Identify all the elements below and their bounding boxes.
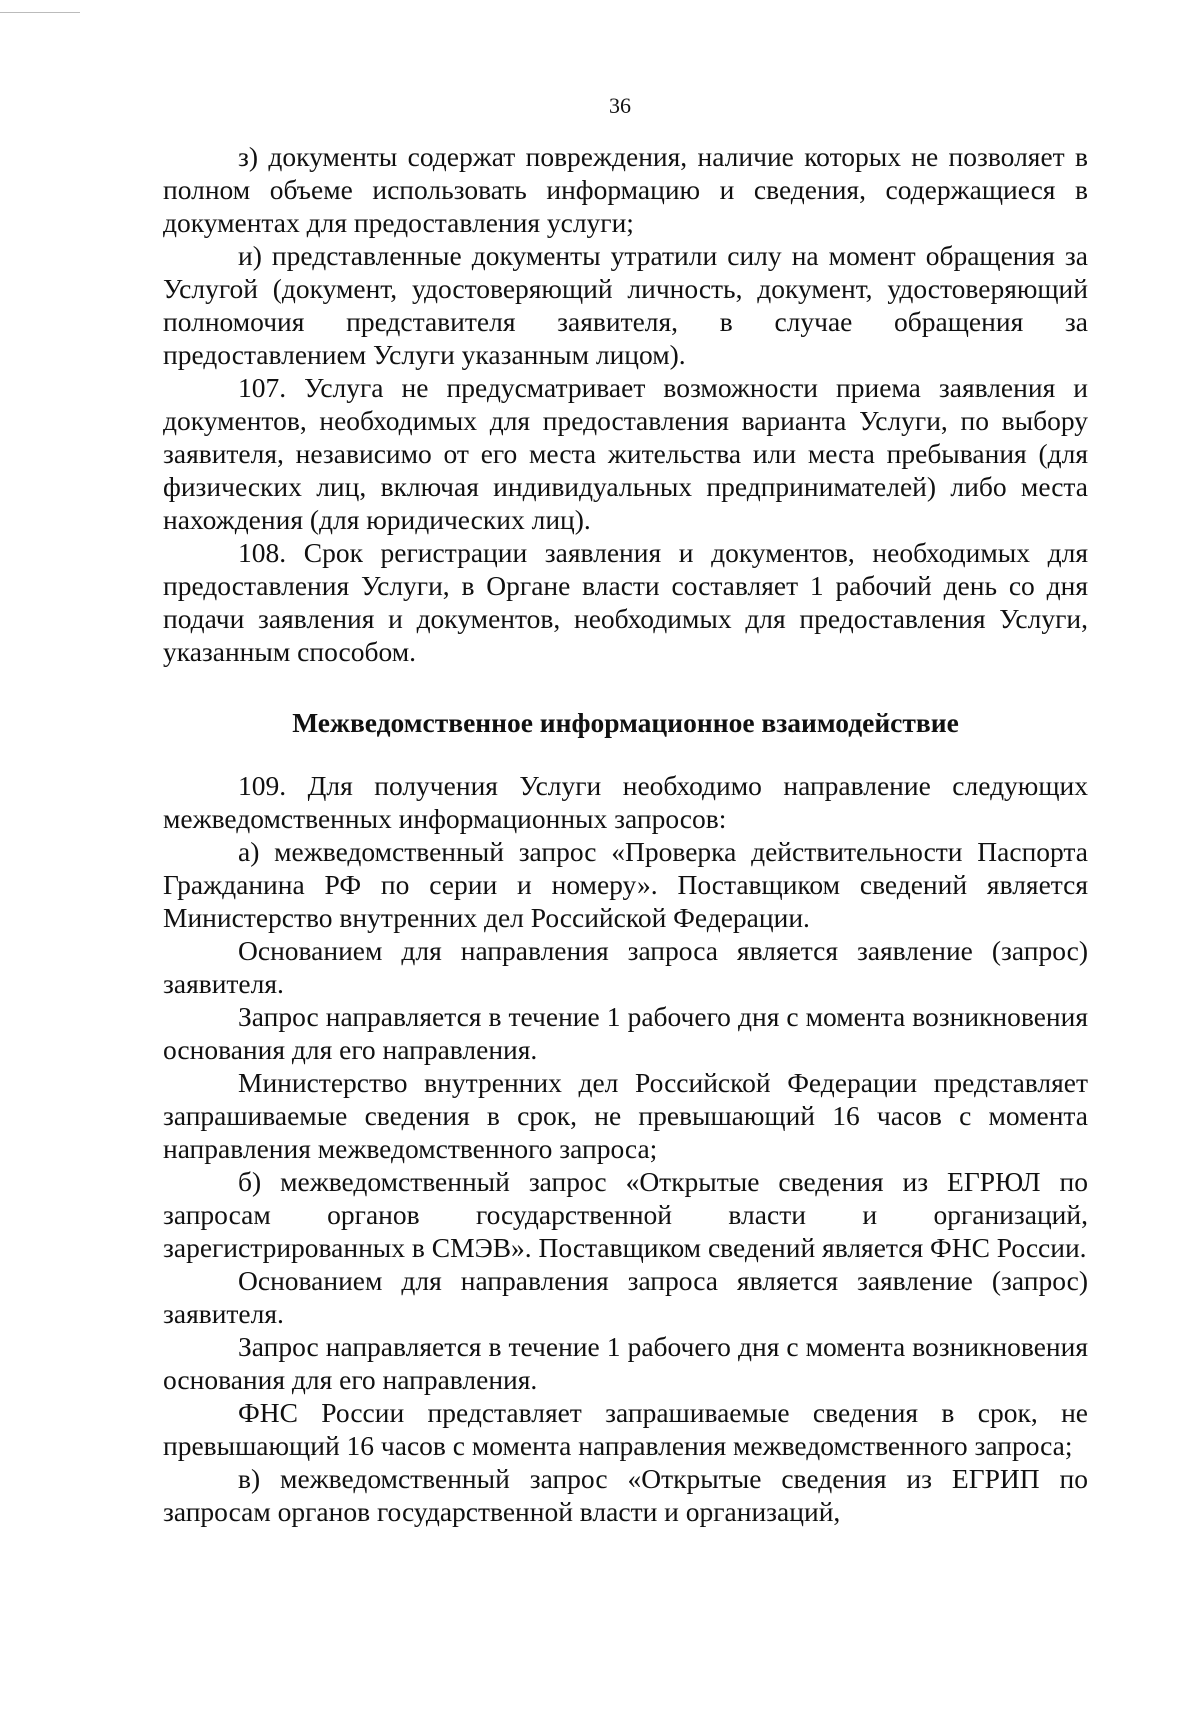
paragraph: ФНС России представляет запрашиваемые сведения в срок, не превышающий 16 часов с момента направления межведомственного запроса; [163, 1397, 1088, 1461]
paragraph: Запрос направляется в течение 1 рабочего дня с момента возникновения основания для его направления. [163, 1331, 1088, 1395]
section-heading: Межведомственное информационное взаимодействие [292, 707, 959, 738]
paragraph: 108. Срок регистрации заявления и документов, необходимых для предоставления Услуги, в Органе власти составляет 1 рабочий день со дня подачи заявления и документов, необходимых для предоставления Услуги, указанным способом. [163, 537, 1088, 667]
paragraph: Основанием для направления запроса является заявление (запрос) заявителя. [163, 1265, 1088, 1329]
page-number: 36 [609, 93, 631, 118]
paragraph: Министерство внутренних дел Российской Федерации представляет запрашиваемые сведения в срок, не превышающий 16 часов с момента направления межведомственного запроса; [163, 1067, 1088, 1164]
paragraph: 109. Для получения Услуги необходимо направление следующих межведомственных информационных запросов: [163, 770, 1088, 834]
paragraph: Основанием для направления запроса является заявление (запрос) заявителя. [163, 935, 1088, 999]
paragraph: и) представленные документы утратили силу на момент обращения за Услугой (документ, удостоверяющий личность, документ, удостоверяющий полномочия представителя заявителя, в случае обращения за предоставлением Услуги указанным лицом). [163, 240, 1088, 370]
paragraph: в) межведомственный запрос «Открытые сведения из ЕГРИП по запросам органов государственной власти и организаций, [163, 1463, 1088, 1527]
paragraph: а) межведомственный запрос «Проверка действительности Паспорта Гражданина РФ по серии и номеру». Поставщиком сведений является Министерство внутренних дел Российской Федерации. [163, 836, 1088, 933]
document-body [163, 140, 1088, 1528]
paragraph: з) документы содержат повреждения, наличие которых не позволяет в полном объеме использовать информацию и сведения, содержащиеся в документах для предоставления услуги; [163, 141, 1088, 238]
scan-artifact [0, 12, 80, 13]
paragraph: б) межведомственный запрос «Открытые сведения из ЕГРЮЛ по запросам органов государственной власти и организаций, зарегистрированных в СМЭВ». Поставщиком сведений является ФНС России. [163, 1166, 1088, 1263]
paragraph: Запрос направляется в течение 1 рабочего дня с момента возникновения основания для его направления. [163, 1001, 1088, 1065]
paragraph: 107. Услуга не предусматривает возможности приема заявления и документов, необходимых для предоставления варианта Услуги, по выбору заявителя, независимо от его места жительства или места пребывания (для физических лиц, включая индивидуальных предпринимателей) либо места нахождения (для юридических лиц). [163, 372, 1088, 535]
